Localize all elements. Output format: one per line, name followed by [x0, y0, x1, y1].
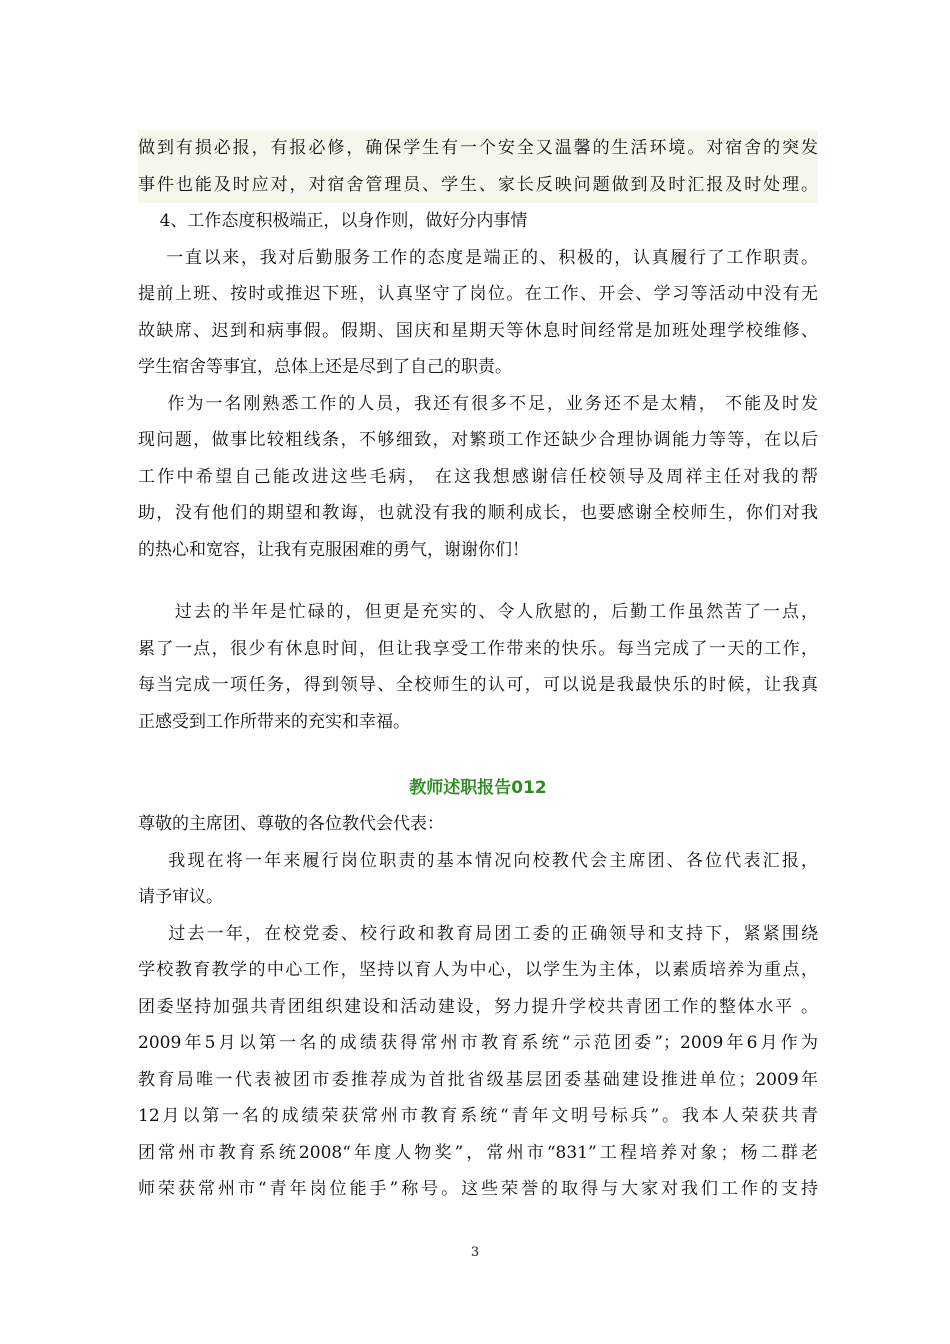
text-line: 一直以来，我对后勤服务工作的态度是端正的、积极的，认真履行了工作职责。: [138, 247, 818, 268]
text-line: 请予审议。: [138, 887, 223, 907]
text-line: 2009年5月以第一名的成绩获得常州市教育系统“示范团委”；2009年6月作为: [138, 1033, 818, 1053]
text-line: 过去一年，在校党委、校行政和教育局团工委的正确领导和支持下，紧紧围绕: [138, 923, 818, 944]
text-line: 我现在将一年来履行岗位职责的基本情况向校教代会主席团、各位代表汇报，: [138, 850, 818, 871]
paragraph-gap: [138, 568, 818, 594]
text-line: 助，没有他们的期望和教诲，也就没有我的顺利成长，也要感谢全校师生，你们对我: [138, 503, 818, 523]
text-line: 提前上班、按时或推迟下班，认真坚守了岗位。在工作、开会、学习等活动中没有无: [138, 284, 818, 304]
text-line: 团委坚持加强共青团组织建设和活动建设，努力提升学校共青团工作的整体水平 。: [138, 996, 818, 1017]
paragraph-gap: [138, 740, 818, 770]
text-line: 学生宿舍等事宜，总体上还是尽到了自己的职责。: [138, 357, 512, 377]
salutation-line: 尊敬的主席团、尊敬的各位教代会代表：: [138, 814, 444, 834]
text-line: 团常州市教育系统2008“年度人物奖”，常州市“831”工程培养对象；杨二群老: [138, 1142, 818, 1163]
text-line: 学校教育教学的中心工作，坚持以育人为中心，以学生为主体，以素质培养为重点，: [138, 960, 818, 980]
text-line: 每当完成一项任务，得到领导、全校师生的认可，可以说是我最快乐的时候，让我真: [138, 675, 818, 695]
highlighted-block: [138, 130, 818, 203]
text-line: 师荣获常州市“青年岗位能手”称号。这些荣誉的取得与大家对我们工作的支持: [138, 1179, 818, 1199]
text-line: 教育局唯一代表被团市委推荐成为首批省级基层团委基础建设推进单位；2009年: [138, 1069, 818, 1090]
text-line: 作为一名刚熟悉工作的人员，我还有很多不足，业务还不是太精， 不能及时发: [138, 393, 818, 414]
text-line: 现问题，做事比较粗线条，不够细致，对繁琐工作还缺少合理协调能力等等，在以后: [138, 430, 818, 450]
subheading-line: 4、工作态度积极端正，以身作则，做好分内事情: [138, 211, 528, 231]
text-line: 累了一点，很少有休息时间，但让我享受工作带来的快乐。每当完成了一天的工作，: [138, 638, 818, 659]
text-line: 过去的半年是忙碌的，但更是充实的、令人欣慰的，后勤工作虽然苦了一点，: [138, 602, 818, 622]
section-heading: 教师述职报告012: [409, 778, 547, 798]
page-number: 3: [470, 1245, 480, 1260]
text-line: 12月以第一名的成绩荣获常州市教育系统“青年文明号标兵”。我本人荣获共青: [138, 1106, 818, 1126]
page-body: [138, 130, 818, 1208]
text-line: 事件也能及时应对，对宿舍管理员、学生、家长反映问题做到及时汇报及时处理。: [138, 174, 818, 195]
text-line: 故缺席、迟到和病事假。假期、国庆和星期天等休息时间经常是加班处理学校维修、: [138, 320, 818, 341]
text-line: 工作中希望自己能改进这些毛病， 在这我想感谢信任校领导及周祥主任对我的帮: [138, 466, 818, 487]
text-line: 做到有损必报，有报必修，确保学生有一个安全又温馨的生活环境。对宿舍的突发: [138, 138, 818, 158]
text-line: 正感受到工作所带来的充实和幸福。: [138, 711, 410, 732]
text-line: 的热心和宽容，让我有克服困难的勇气，谢谢你们！: [138, 539, 529, 560]
